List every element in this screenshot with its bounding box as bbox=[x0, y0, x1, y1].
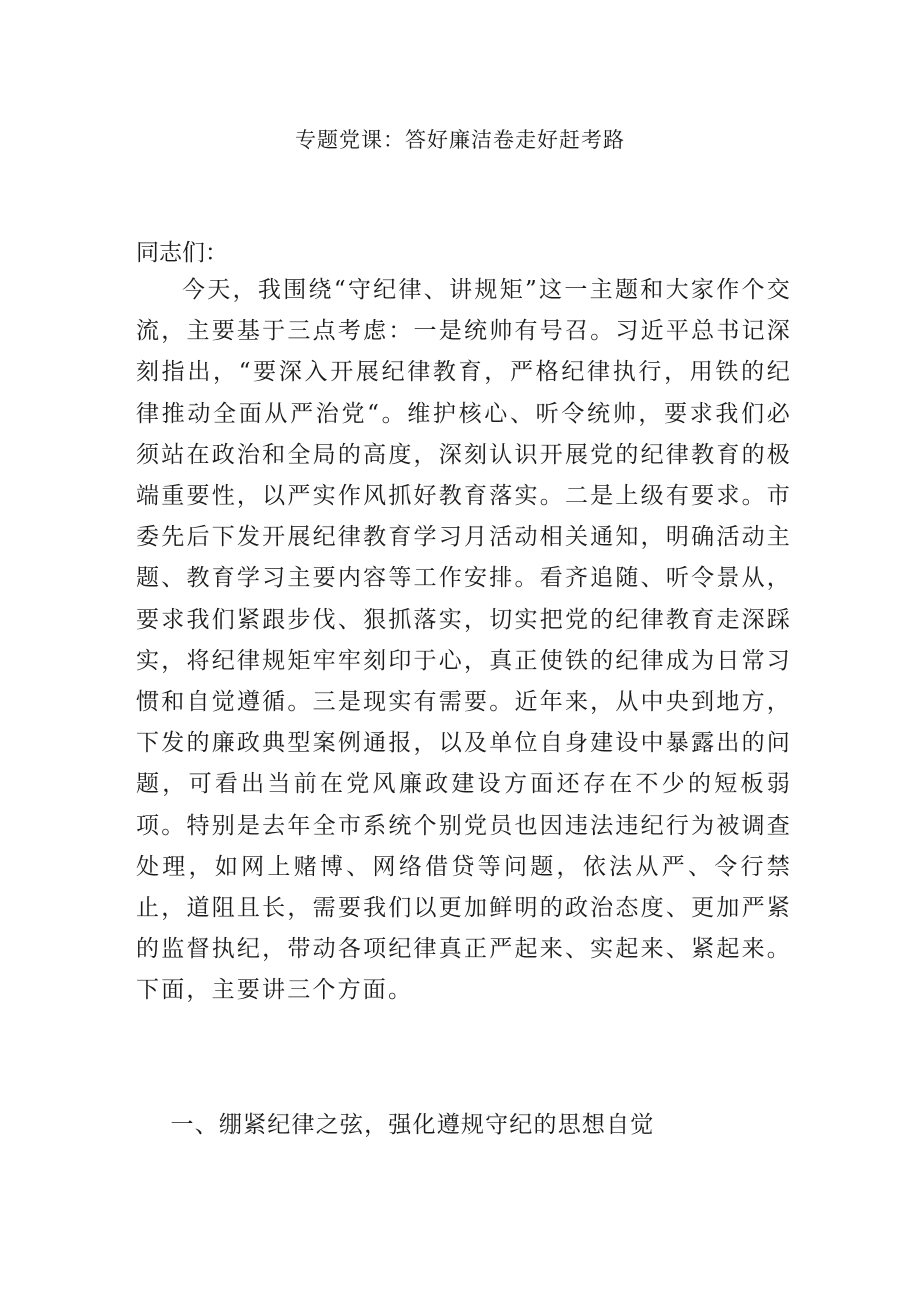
document-title: 专题党课：答好廉洁卷走好赶考路 bbox=[295, 128, 625, 152]
salutation: 同志们： bbox=[136, 240, 228, 266]
body-paragraph: 今天，我围绕“守纪律、讲规矩”这一主题和大家作个交流，主要基于三点考虑：一是统帅有号召。习近平总书记深刻指出，“要深入开展纪律教育，严格纪律执行，用铁的纪律推动全面从严治党“。维护核心、听令统帅，要求我们必须站在政治和全局的高度，深刻认识开展党的纪律教育的极端重要性，以严实作风抓好教育落实。二是上级有要求。市委先后下发开展纪律教育学习月活动相关通知，明确活动主题、教育学习主要内容等工作安排。看齐追随、听令景从，要求我们紧跟步伐、狠抓落实，切实把党的纪律教育走深踩实，将纪律规矩牢牢刻印于心，真正使铁的纪律成为日常习惯和自觉遵循。三是现实有需要。近年来，从中央到地方，下发的廉政典型案例通报，以及单位自身建设中暴露出的问题，可看出当前在党风廉政建设方面还存在不少的短板弱项。特别是去年全市系统个别党员也因违法违纪行为被调查处理，如网上赌博、网络借贷等问题，依法从严、令行禁止，道阻且长，需要我们以更加鲜明的政治态度、更加严紧的监督执纪，带动各项纪律真正严起来、实起来、紧起来。下面，主要讲三个方面。 bbox=[136, 277, 792, 1004]
section-heading: 一、绷紧纪律之弦，强化遵规守纪的思想自觉 bbox=[170, 1112, 655, 1138]
